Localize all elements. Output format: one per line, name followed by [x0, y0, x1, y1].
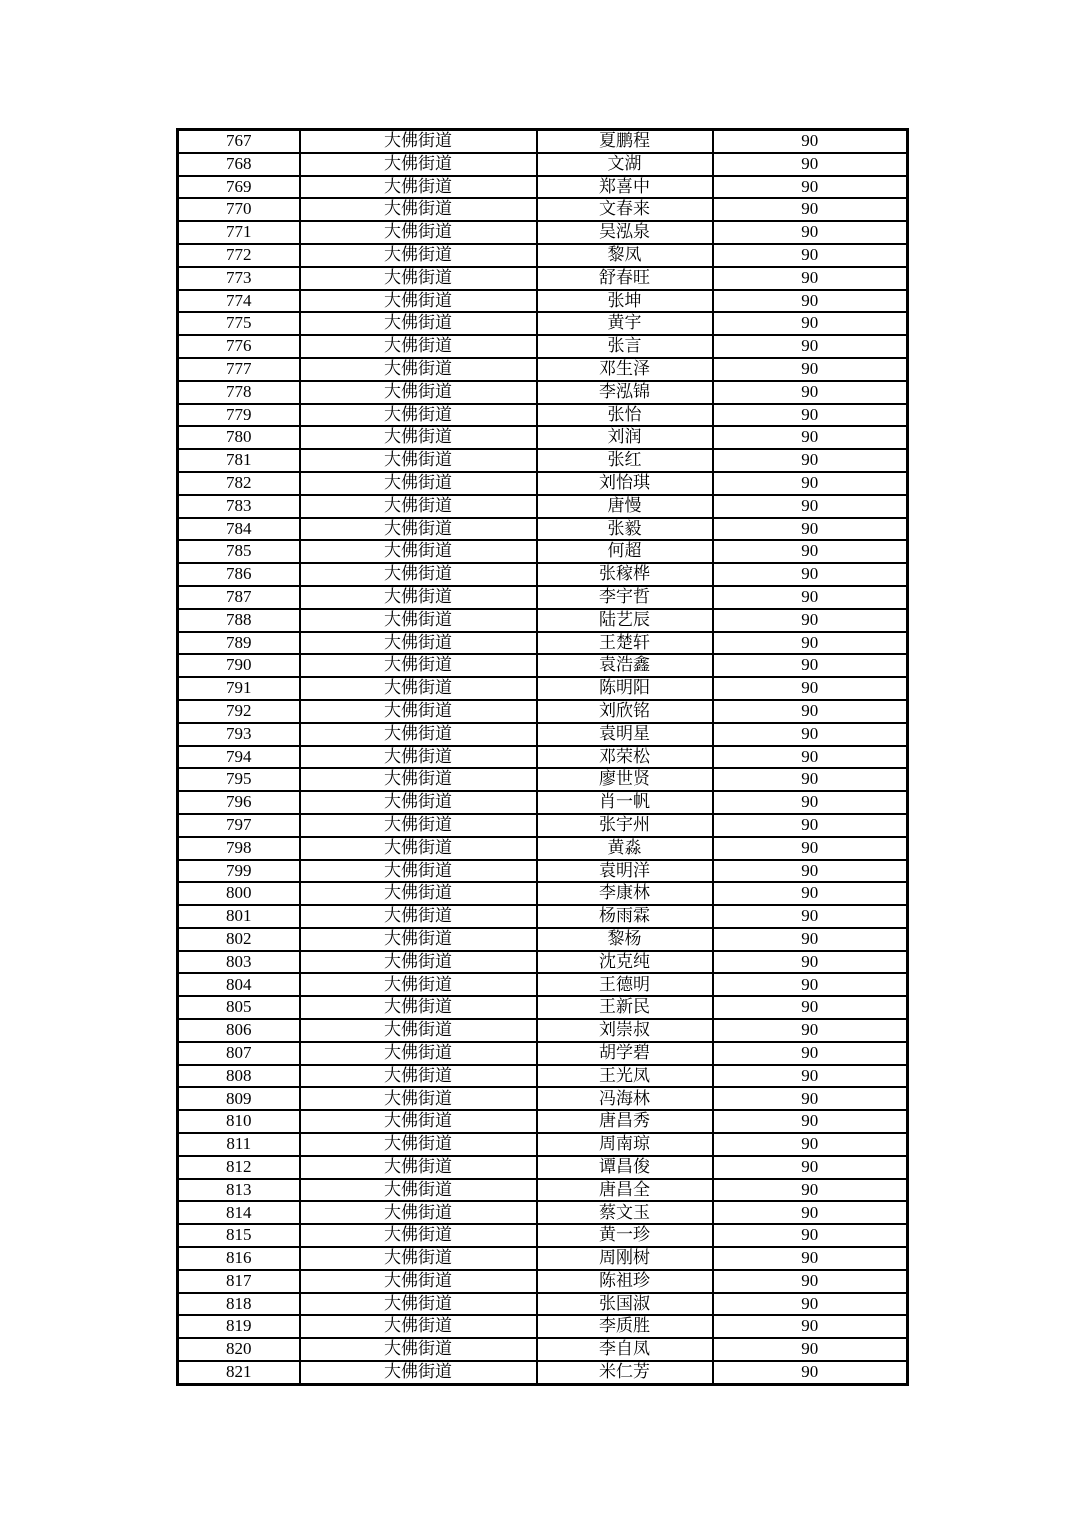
street-cell: 大佛街道: [300, 130, 537, 153]
name-cell: 沈克纯: [537, 951, 713, 974]
row-number-cell: 797: [178, 814, 300, 837]
row-number-cell: 814: [178, 1201, 300, 1224]
score-cell: 90: [713, 1110, 908, 1133]
name-cell: 黄宇: [537, 312, 713, 335]
score-cell: 90: [713, 700, 908, 723]
row-number-cell: 818: [178, 1293, 300, 1316]
street-cell: 大佛街道: [300, 518, 537, 541]
name-cell: 舒春旺: [537, 267, 713, 290]
table-row: [178, 130, 908, 153]
name-cell: 张宇州: [537, 814, 713, 837]
name-cell: 李自凤: [537, 1338, 713, 1361]
row-number-cell: 771: [178, 221, 300, 244]
table-row: [178, 1179, 908, 1202]
score-cell: 90: [713, 312, 908, 335]
street-cell: 大佛街道: [300, 221, 537, 244]
score-table: [176, 128, 909, 1386]
street-cell: 大佛街道: [300, 449, 537, 472]
street-cell: 大佛街道: [300, 563, 537, 586]
row-number-cell: 811: [178, 1133, 300, 1156]
table-row: [178, 586, 908, 609]
row-number-cell: 780: [178, 426, 300, 449]
street-cell: 大佛街道: [300, 1179, 537, 1202]
name-cell: 文湖: [537, 153, 713, 176]
score-cell: 90: [713, 1087, 908, 1110]
score-cell: 90: [713, 1065, 908, 1088]
score-cell: 90: [713, 905, 908, 928]
name-cell: 唐昌秀: [537, 1110, 713, 1133]
score-cell: 90: [713, 449, 908, 472]
row-number-cell: 784: [178, 518, 300, 541]
row-number-cell: 795: [178, 768, 300, 791]
row-number-cell: 806: [178, 1019, 300, 1042]
table-row: [178, 1270, 908, 1293]
score-cell: 90: [713, 654, 908, 677]
table-row: [178, 1293, 908, 1316]
street-cell: 大佛街道: [300, 312, 537, 335]
name-cell: 张言: [537, 335, 713, 358]
table-row: [178, 153, 908, 176]
table-row: [178, 837, 908, 860]
score-cell: 90: [713, 1019, 908, 1042]
score-cell: 90: [713, 1361, 908, 1384]
name-cell: 张毅: [537, 518, 713, 541]
row-number-cell: 781: [178, 449, 300, 472]
score-cell: 90: [713, 791, 908, 814]
name-cell: 陈明阳: [537, 677, 713, 700]
score-cell: 90: [713, 267, 908, 290]
table-row: [178, 905, 908, 928]
table-row: [178, 1315, 908, 1338]
score-cell: 90: [713, 996, 908, 1019]
table-row: [178, 928, 908, 951]
name-cell: 邓荣松: [537, 746, 713, 769]
table-row: [178, 654, 908, 677]
name-cell: 邓生泽: [537, 358, 713, 381]
table-row: [178, 335, 908, 358]
name-cell: 王楚轩: [537, 632, 713, 655]
street-cell: 大佛街道: [300, 1270, 537, 1293]
street-cell: 大佛街道: [300, 814, 537, 837]
street-cell: 大佛街道: [300, 586, 537, 609]
table-row: [178, 198, 908, 221]
street-cell: 大佛街道: [300, 1042, 537, 1065]
street-cell: 大佛街道: [300, 609, 537, 632]
street-cell: 大佛街道: [300, 973, 537, 996]
street-cell: 大佛街道: [300, 746, 537, 769]
row-number-cell: 785: [178, 540, 300, 563]
table-row: [178, 1201, 908, 1224]
street-cell: 大佛街道: [300, 495, 537, 518]
street-cell: 大佛街道: [300, 654, 537, 677]
row-number-cell: 805: [178, 996, 300, 1019]
name-cell: 杨雨霖: [537, 905, 713, 928]
street-cell: 大佛街道: [300, 928, 537, 951]
score-cell: 90: [713, 472, 908, 495]
row-number-cell: 768: [178, 153, 300, 176]
street-cell: 大佛街道: [300, 768, 537, 791]
score-cell: 90: [713, 381, 908, 404]
street-cell: 大佛街道: [300, 837, 537, 860]
street-cell: 大佛街道: [300, 677, 537, 700]
row-number-cell: 803: [178, 951, 300, 974]
name-cell: 李宇哲: [537, 586, 713, 609]
score-cell: 90: [713, 1247, 908, 1270]
score-table-body: [178, 130, 908, 1385]
row-number-cell: 816: [178, 1247, 300, 1270]
row-number-cell: 779: [178, 404, 300, 427]
name-cell: 刘崇叔: [537, 1019, 713, 1042]
score-cell: 90: [713, 518, 908, 541]
street-cell: 大佛街道: [300, 153, 537, 176]
table-row: [178, 312, 908, 335]
score-cell: 90: [713, 951, 908, 974]
street-cell: 大佛街道: [300, 426, 537, 449]
name-cell: 刘欣铭: [537, 700, 713, 723]
score-cell: 90: [713, 130, 908, 153]
score-cell: 90: [713, 540, 908, 563]
score-cell: 90: [713, 198, 908, 221]
row-number-cell: 778: [178, 381, 300, 404]
name-cell: 李质胜: [537, 1315, 713, 1338]
table-row: [178, 267, 908, 290]
street-cell: 大佛街道: [300, 791, 537, 814]
score-cell: 90: [713, 426, 908, 449]
street-cell: 大佛街道: [300, 290, 537, 313]
name-cell: 唐昌全: [537, 1179, 713, 1202]
row-number-cell: 769: [178, 176, 300, 199]
name-cell: 陈祖珍: [537, 1270, 713, 1293]
name-cell: 黄淼: [537, 837, 713, 860]
row-number-cell: 794: [178, 746, 300, 769]
street-cell: 大佛街道: [300, 860, 537, 883]
name-cell: 李康林: [537, 882, 713, 905]
row-number-cell: 821: [178, 1361, 300, 1384]
table-row: [178, 449, 908, 472]
table-row: [178, 814, 908, 837]
street-cell: 大佛街道: [300, 358, 537, 381]
table-row: [178, 1110, 908, 1133]
table-row: [178, 540, 908, 563]
street-cell: 大佛街道: [300, 1293, 537, 1316]
name-cell: 郑喜中: [537, 176, 713, 199]
row-number-cell: 801: [178, 905, 300, 928]
score-cell: 90: [713, 335, 908, 358]
table-row: [178, 860, 908, 883]
score-cell: 90: [713, 837, 908, 860]
table-row: [178, 609, 908, 632]
name-cell: 袁浩鑫: [537, 654, 713, 677]
row-number-cell: 808: [178, 1065, 300, 1088]
name-cell: 袁明洋: [537, 860, 713, 883]
score-cell: 90: [713, 176, 908, 199]
row-number-cell: 813: [178, 1179, 300, 1202]
street-cell: 大佛街道: [300, 1133, 537, 1156]
street-cell: 大佛街道: [300, 996, 537, 1019]
row-number-cell: 810: [178, 1110, 300, 1133]
name-cell: 廖世贤: [537, 768, 713, 791]
row-number-cell: 791: [178, 677, 300, 700]
street-cell: 大佛街道: [300, 632, 537, 655]
table-row: [178, 495, 908, 518]
street-cell: 大佛街道: [300, 1247, 537, 1270]
row-number-cell: 799: [178, 860, 300, 883]
row-number-cell: 767: [178, 130, 300, 153]
street-cell: 大佛街道: [300, 1224, 537, 1247]
row-number-cell: 774: [178, 290, 300, 313]
table-row: [178, 768, 908, 791]
street-cell: 大佛街道: [300, 198, 537, 221]
score-cell: 90: [713, 1201, 908, 1224]
street-cell: 大佛街道: [300, 882, 537, 905]
name-cell: 冯海林: [537, 1087, 713, 1110]
score-cell: 90: [713, 1042, 908, 1065]
street-cell: 大佛街道: [300, 1087, 537, 1110]
score-cell: 90: [713, 1133, 908, 1156]
name-cell: 刘润: [537, 426, 713, 449]
street-cell: 大佛街道: [300, 1110, 537, 1133]
score-cell: 90: [713, 768, 908, 791]
score-cell: 90: [713, 632, 908, 655]
table-row: [178, 882, 908, 905]
name-cell: 吴泓泉: [537, 221, 713, 244]
street-cell: 大佛街道: [300, 472, 537, 495]
score-cell: 90: [713, 882, 908, 905]
name-cell: 文春来: [537, 198, 713, 221]
row-number-cell: 802: [178, 928, 300, 951]
table-row: [178, 1065, 908, 1088]
table-row: [178, 700, 908, 723]
street-cell: 大佛街道: [300, 1338, 537, 1361]
street-cell: 大佛街道: [300, 1156, 537, 1179]
table-row: [178, 723, 908, 746]
score-cell: 90: [713, 746, 908, 769]
row-number-cell: 773: [178, 267, 300, 290]
row-number-cell: 809: [178, 1087, 300, 1110]
name-cell: 王德明: [537, 973, 713, 996]
table-row: [178, 518, 908, 541]
row-number-cell: 800: [178, 882, 300, 905]
row-number-cell: 817: [178, 1270, 300, 1293]
table-row: [178, 791, 908, 814]
name-cell: 夏鹏程: [537, 130, 713, 153]
score-cell: 90: [713, 677, 908, 700]
table-row: [178, 244, 908, 267]
name-cell: 周南琼: [537, 1133, 713, 1156]
name-cell: 张红: [537, 449, 713, 472]
name-cell: 袁明星: [537, 723, 713, 746]
name-cell: 王新民: [537, 996, 713, 1019]
table-row: [178, 1338, 908, 1361]
name-cell: 李泓锦: [537, 381, 713, 404]
score-cell: 90: [713, 244, 908, 267]
street-cell: 大佛街道: [300, 176, 537, 199]
name-cell: 胡学碧: [537, 1042, 713, 1065]
name-cell: 刘怡琪: [537, 472, 713, 495]
score-cell: 90: [713, 1270, 908, 1293]
row-number-cell: 815: [178, 1224, 300, 1247]
name-cell: 陆艺辰: [537, 609, 713, 632]
row-number-cell: 804: [178, 973, 300, 996]
table-row: [178, 563, 908, 586]
score-cell: 90: [713, 1179, 908, 1202]
row-number-cell: 789: [178, 632, 300, 655]
score-cell: 90: [713, 1315, 908, 1338]
score-cell: 90: [713, 1338, 908, 1361]
score-cell: 90: [713, 1224, 908, 1247]
row-number-cell: 807: [178, 1042, 300, 1065]
row-number-cell: 798: [178, 837, 300, 860]
score-cell: 90: [713, 860, 908, 883]
score-cell: 90: [713, 404, 908, 427]
table-row: [178, 1156, 908, 1179]
score-cell: 90: [713, 814, 908, 837]
street-cell: 大佛街道: [300, 1201, 537, 1224]
score-cell: 90: [713, 1156, 908, 1179]
row-number-cell: 812: [178, 1156, 300, 1179]
row-number-cell: 790: [178, 654, 300, 677]
name-cell: 谭昌俊: [537, 1156, 713, 1179]
street-cell: 大佛街道: [300, 1315, 537, 1338]
street-cell: 大佛街道: [300, 540, 537, 563]
street-cell: 大佛街道: [300, 244, 537, 267]
row-number-cell: 788: [178, 609, 300, 632]
name-cell: 唐慢: [537, 495, 713, 518]
table-row: [178, 951, 908, 974]
table-row: [178, 1133, 908, 1156]
row-number-cell: 819: [178, 1315, 300, 1338]
name-cell: 米仁芳: [537, 1361, 713, 1384]
score-cell: 90: [713, 586, 908, 609]
table-row: [178, 358, 908, 381]
street-cell: 大佛街道: [300, 267, 537, 290]
table-row: [178, 1224, 908, 1247]
name-cell: 张稼桦: [537, 563, 713, 586]
score-cell: 90: [713, 563, 908, 586]
name-cell: 何超: [537, 540, 713, 563]
street-cell: 大佛街道: [300, 1065, 537, 1088]
score-cell: 90: [713, 609, 908, 632]
name-cell: 张怡: [537, 404, 713, 427]
name-cell: 周刚树: [537, 1247, 713, 1270]
row-number-cell: 782: [178, 472, 300, 495]
row-number-cell: 796: [178, 791, 300, 814]
name-cell: 肖一帆: [537, 791, 713, 814]
street-cell: 大佛街道: [300, 335, 537, 358]
table-row: [178, 677, 908, 700]
name-cell: 黄一珍: [537, 1224, 713, 1247]
table-row: [178, 381, 908, 404]
table-row: [178, 404, 908, 427]
table-row: [178, 221, 908, 244]
row-number-cell: 792: [178, 700, 300, 723]
score-cell: 90: [713, 723, 908, 746]
name-cell: 王光凤: [537, 1065, 713, 1088]
street-cell: 大佛街道: [300, 381, 537, 404]
street-cell: 大佛街道: [300, 700, 537, 723]
street-cell: 大佛街道: [300, 1019, 537, 1042]
score-cell: 90: [713, 1293, 908, 1316]
score-cell: 90: [713, 290, 908, 313]
table-row: [178, 996, 908, 1019]
row-number-cell: 786: [178, 563, 300, 586]
table-row: [178, 176, 908, 199]
name-cell: 张国淑: [537, 1293, 713, 1316]
table-row: [178, 290, 908, 313]
row-number-cell: 772: [178, 244, 300, 267]
row-number-cell: 793: [178, 723, 300, 746]
table-row: [178, 973, 908, 996]
score-cell: 90: [713, 928, 908, 951]
name-cell: 张坤: [537, 290, 713, 313]
table-row: [178, 632, 908, 655]
table-row: [178, 1087, 908, 1110]
row-number-cell: 783: [178, 495, 300, 518]
row-number-cell: 787: [178, 586, 300, 609]
table-row: [178, 746, 908, 769]
street-cell: 大佛街道: [300, 1361, 537, 1384]
street-cell: 大佛街道: [300, 951, 537, 974]
table-row: [178, 426, 908, 449]
row-number-cell: 776: [178, 335, 300, 358]
table-row: [178, 472, 908, 495]
row-number-cell: 775: [178, 312, 300, 335]
table-row: [178, 1042, 908, 1065]
score-cell: 90: [713, 358, 908, 381]
street-cell: 大佛街道: [300, 723, 537, 746]
score-cell: 90: [713, 973, 908, 996]
score-cell: 90: [713, 495, 908, 518]
score-cell: 90: [713, 221, 908, 244]
name-cell: 黎凤: [537, 244, 713, 267]
street-cell: 大佛街道: [300, 404, 537, 427]
table-row: [178, 1361, 908, 1384]
street-cell: 大佛街道: [300, 905, 537, 928]
table-row: [178, 1019, 908, 1042]
score-cell: 90: [713, 153, 908, 176]
name-cell: 蔡文玉: [537, 1201, 713, 1224]
table-row: [178, 1247, 908, 1270]
row-number-cell: 770: [178, 198, 300, 221]
row-number-cell: 820: [178, 1338, 300, 1361]
row-number-cell: 777: [178, 358, 300, 381]
name-cell: 黎杨: [537, 928, 713, 951]
